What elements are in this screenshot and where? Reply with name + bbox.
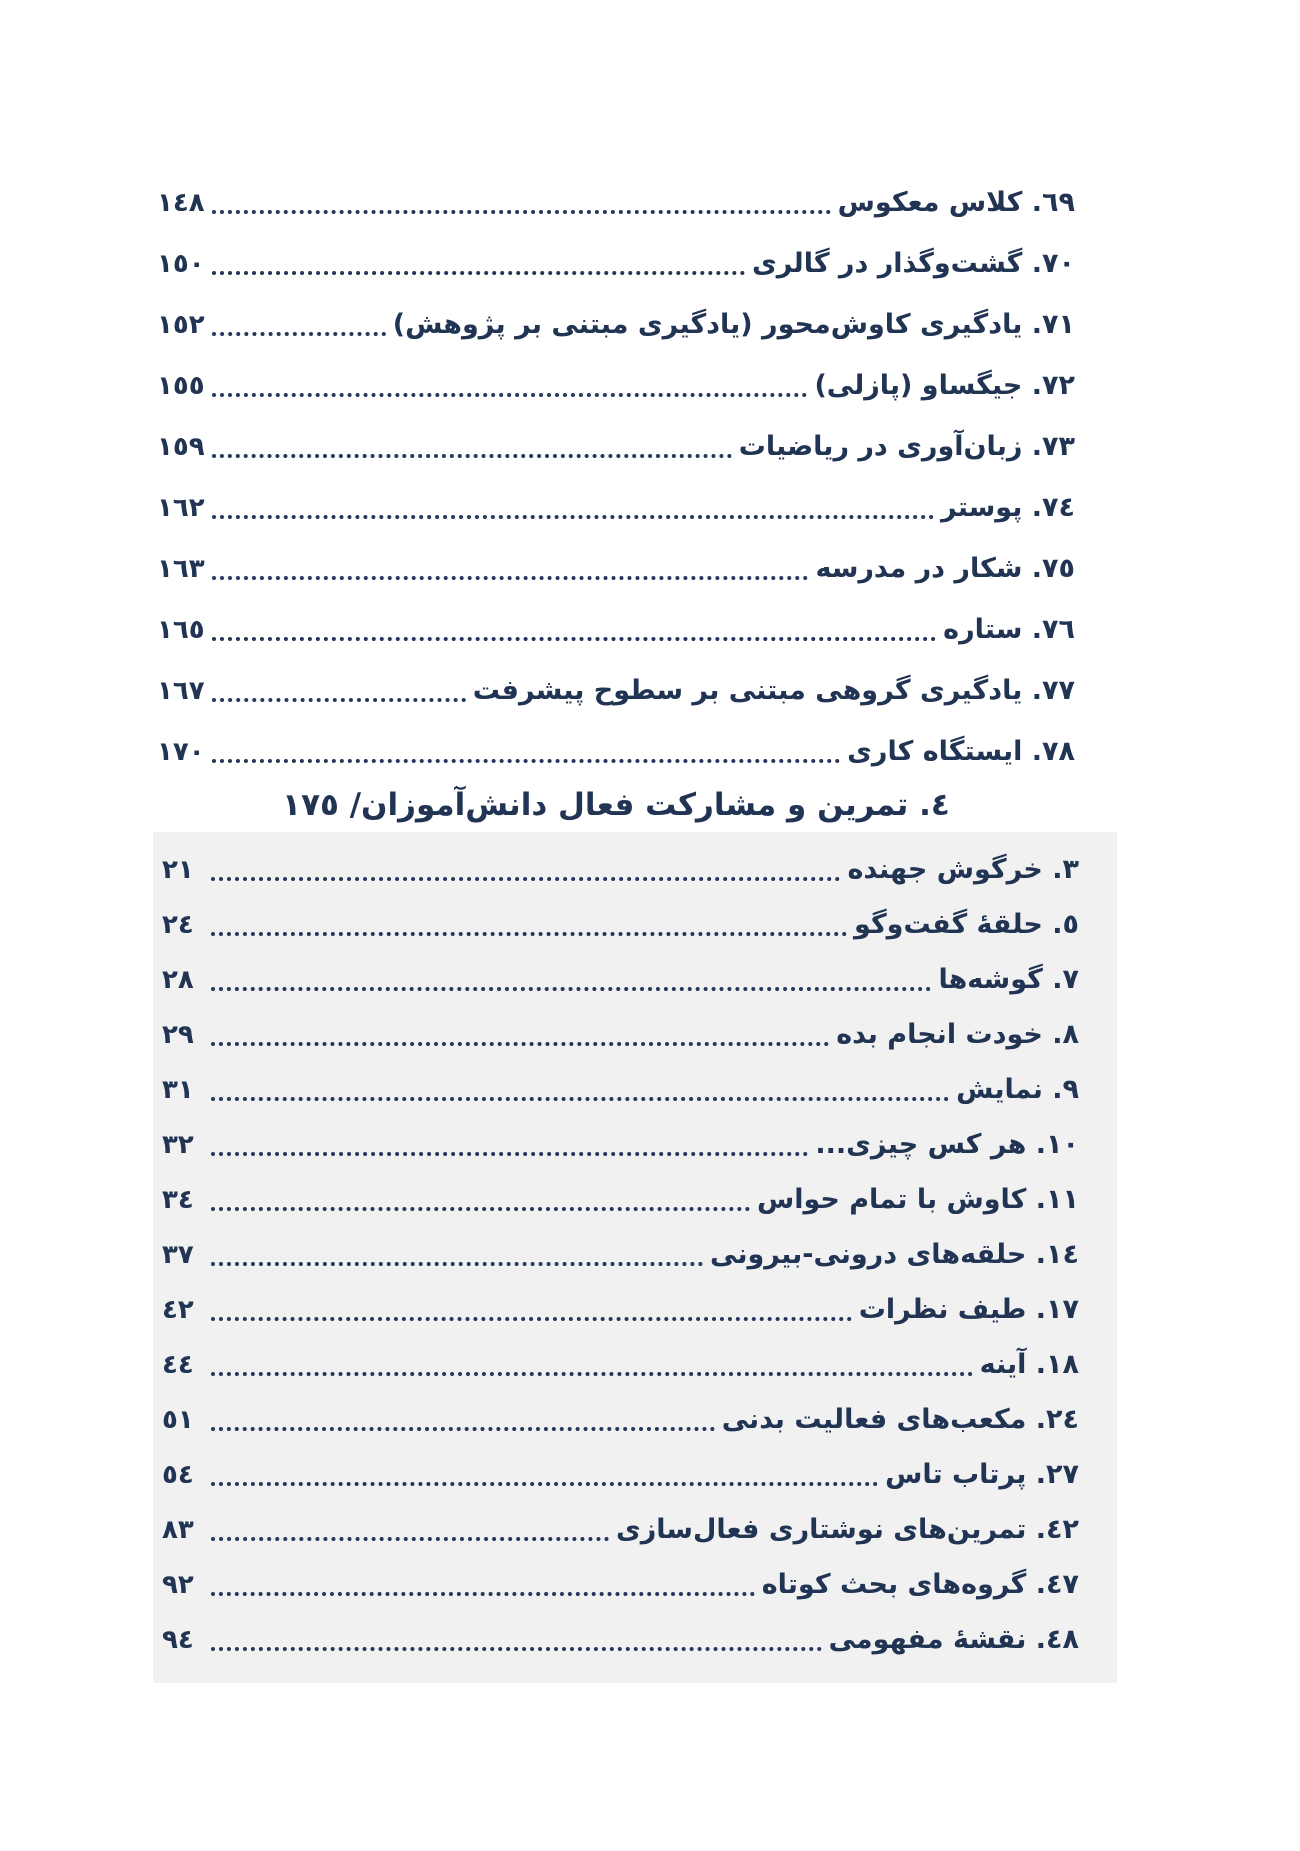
section-header: ٤. تمرین و مشارکت فعال دانش‌آموزان/ ١٧٥ (282, 787, 950, 823)
toc-entry-title[interactable]: ١٧. طیف نظرات (858, 1294, 1079, 1325)
toc-entry-title[interactable]: ٤٨. نقشهٔ مفهومی (828, 1624, 1079, 1655)
dotted-leader-line (211, 1427, 715, 1431)
dotted-leader-line (211, 1042, 829, 1046)
toc-entry-title[interactable]: ٧٢. جیگساو (پازلی) (814, 370, 1075, 401)
toc-entry-title[interactable]: ٨. خودت انجام بده (836, 1019, 1079, 1050)
toc-entry[interactable] (162, 1612, 1079, 1667)
toc-entry-title[interactable]: ١٤. حلقه‌های درونی-بیرونی (710, 1239, 1079, 1270)
toc-entry-title[interactable]: ٧. گوشه‌ها (938, 964, 1079, 995)
toc-entry-page-number: ٣٧ (162, 1239, 194, 1270)
toc-entry-page-number: ٩٤ (162, 1624, 194, 1655)
toc-entry-title[interactable]: ٢٧. پرتاب تاس (885, 1459, 1079, 1490)
toc-entry-page-number: ١٦٧ (157, 675, 205, 706)
toc-entry-title[interactable]: ٧٦. ستاره (943, 614, 1075, 645)
toc-entry[interactable] (162, 1227, 1079, 1282)
dotted-leader-line (211, 987, 931, 991)
dotted-leader-line (212, 332, 386, 336)
toc-entry[interactable] (157, 233, 1075, 294)
toc-entry-title[interactable]: ١٠. هر کس چیزی... (815, 1129, 1079, 1160)
dotted-leader-line (212, 515, 934, 519)
toc-entry[interactable] (162, 1392, 1079, 1447)
toc-entry-title[interactable]: ١٨. آینه (979, 1349, 1079, 1380)
toc-entry-page-number: ٢٩ (162, 1019, 194, 1050)
toc-entry-title[interactable]: ٧١. یادگیری کاوش‌محور (یادگیری مبتنی بر پژوهش) (392, 309, 1075, 340)
toc-entry-page-number: ١٦٥ (157, 614, 205, 645)
dotted-leader-line (212, 454, 732, 458)
toc-entry[interactable] (157, 660, 1075, 721)
toc-entry[interactable] (157, 599, 1075, 660)
dotted-leader-line (211, 932, 847, 936)
dotted-leader-line (211, 1482, 878, 1486)
toc-entry-page-number: ٢٨ (162, 964, 194, 995)
toc-entry[interactable] (162, 952, 1079, 1007)
dotted-leader-line (212, 210, 831, 214)
dotted-leader-line (212, 698, 466, 702)
dotted-leader-line (211, 1372, 973, 1376)
toc-entry-title[interactable]: ٧٧. یادگیری گروهی مبتنی بر سطوح پیشرفت (472, 675, 1075, 706)
toc-entry-title[interactable]: ٧٣. زبان‌آوری در ریاضیات (738, 431, 1075, 462)
toc-entry-page-number: ٤٤ (162, 1349, 194, 1380)
dotted-leader-line (211, 1207, 750, 1211)
toc-entry-page-number: ١٦٢ (157, 492, 205, 523)
toc-entry-page-number: ١٥٢ (157, 309, 205, 340)
dotted-leader-line (212, 637, 937, 641)
dotted-leader-line (211, 1647, 822, 1651)
toc-entry-title[interactable]: ٣. خرگوش جهنده (847, 854, 1079, 885)
toc-entry-page-number: ١٦٣ (157, 553, 205, 584)
toc-entry[interactable] (157, 721, 1075, 782)
toc-entry-page-number: ٩٢ (162, 1569, 194, 1600)
dotted-leader-line (211, 1537, 609, 1541)
toc-entry-title[interactable]: ٧٥. شکار در مدرسه (815, 553, 1075, 584)
toc-entry-title[interactable]: ٧٤. پوستر (940, 492, 1075, 523)
toc-entry-page-number: ٣٤ (162, 1184, 194, 1215)
toc-entry-page-number: ٢١ (162, 854, 194, 885)
toc-entry-page-number: ٤٢ (162, 1294, 194, 1325)
toc-entry[interactable] (162, 1007, 1079, 1062)
toc-entry-title[interactable]: ٧٨. ایستگاه کاری (847, 736, 1075, 767)
toc-entry-page-number: ١٧٠ (157, 736, 205, 767)
dotted-leader-line (212, 271, 745, 275)
toc-section-highlighted (153, 832, 1117, 1683)
toc-entry[interactable] (157, 172, 1075, 233)
toc-entry-page-number: ١٥٠ (157, 248, 205, 279)
dotted-leader-line (211, 877, 840, 881)
toc-entry-page-number: ١٥٩ (157, 431, 205, 462)
toc-entry-page-number: ٥٤ (162, 1459, 194, 1490)
dotted-leader-line (211, 1152, 808, 1156)
toc-entry[interactable] (157, 538, 1075, 599)
toc-entry-title[interactable]: ٢٤. مکعب‌های فعالیت بدنی (721, 1404, 1079, 1435)
toc-section-top (157, 0, 1075, 782)
toc-entry[interactable] (157, 294, 1075, 355)
toc-entry[interactable] (162, 1447, 1079, 1502)
toc-entry[interactable] (162, 1502, 1079, 1557)
dotted-leader-line (211, 1592, 755, 1596)
dotted-leader-line (211, 1317, 852, 1321)
toc-entry-page-number: ١٥٥ (157, 370, 205, 401)
toc-entry[interactable] (162, 1062, 1079, 1117)
dotted-leader-line (211, 1262, 703, 1266)
toc-entry-title[interactable]: ٧٠. گشت‌وگذار در گالری (752, 248, 1075, 279)
toc-entry-title[interactable]: ٤٧. گروه‌های بحث کوتاه (761, 1569, 1079, 1600)
toc-entry-title[interactable]: ٦٩. کلاس معکوس (837, 187, 1075, 218)
toc-entry[interactable] (162, 897, 1079, 952)
toc-entry[interactable] (162, 1117, 1079, 1172)
dotted-leader-line (212, 759, 841, 763)
toc-entry[interactable] (157, 416, 1075, 477)
toc-entry-page-number: ٣١ (162, 1074, 194, 1105)
toc-entry-page-number: ٢٤ (162, 909, 194, 940)
dotted-leader-line (211, 1097, 949, 1101)
dotted-leader-line (212, 576, 809, 580)
toc-entry-title[interactable]: ٥. حلقهٔ گفت‌وگو (854, 909, 1079, 940)
toc-entry-title[interactable]: ٩. نمایش (956, 1074, 1079, 1105)
toc-entry[interactable] (162, 1282, 1079, 1337)
toc-entry[interactable] (157, 477, 1075, 538)
dotted-leader-line (212, 393, 808, 397)
toc-entry-page-number: ٨٣ (162, 1514, 194, 1545)
toc-entry[interactable] (162, 842, 1079, 897)
toc-entry-page-number: ٥١ (162, 1404, 194, 1435)
toc-entry-title[interactable]: ١١. کاوش با تمام حواس (756, 1184, 1079, 1215)
toc-entry-page-number: ٣٢ (162, 1129, 194, 1160)
toc-entry[interactable] (162, 1557, 1079, 1612)
toc-entry-title[interactable]: ٤٢. تمرین‌های نوشتاری فعال‌سازی (615, 1514, 1079, 1545)
toc-entry-page-number: ١٤٨ (157, 187, 205, 218)
toc-entry[interactable] (162, 1172, 1079, 1227)
toc-entry[interactable] (162, 1337, 1079, 1392)
toc-entry[interactable] (157, 355, 1075, 416)
